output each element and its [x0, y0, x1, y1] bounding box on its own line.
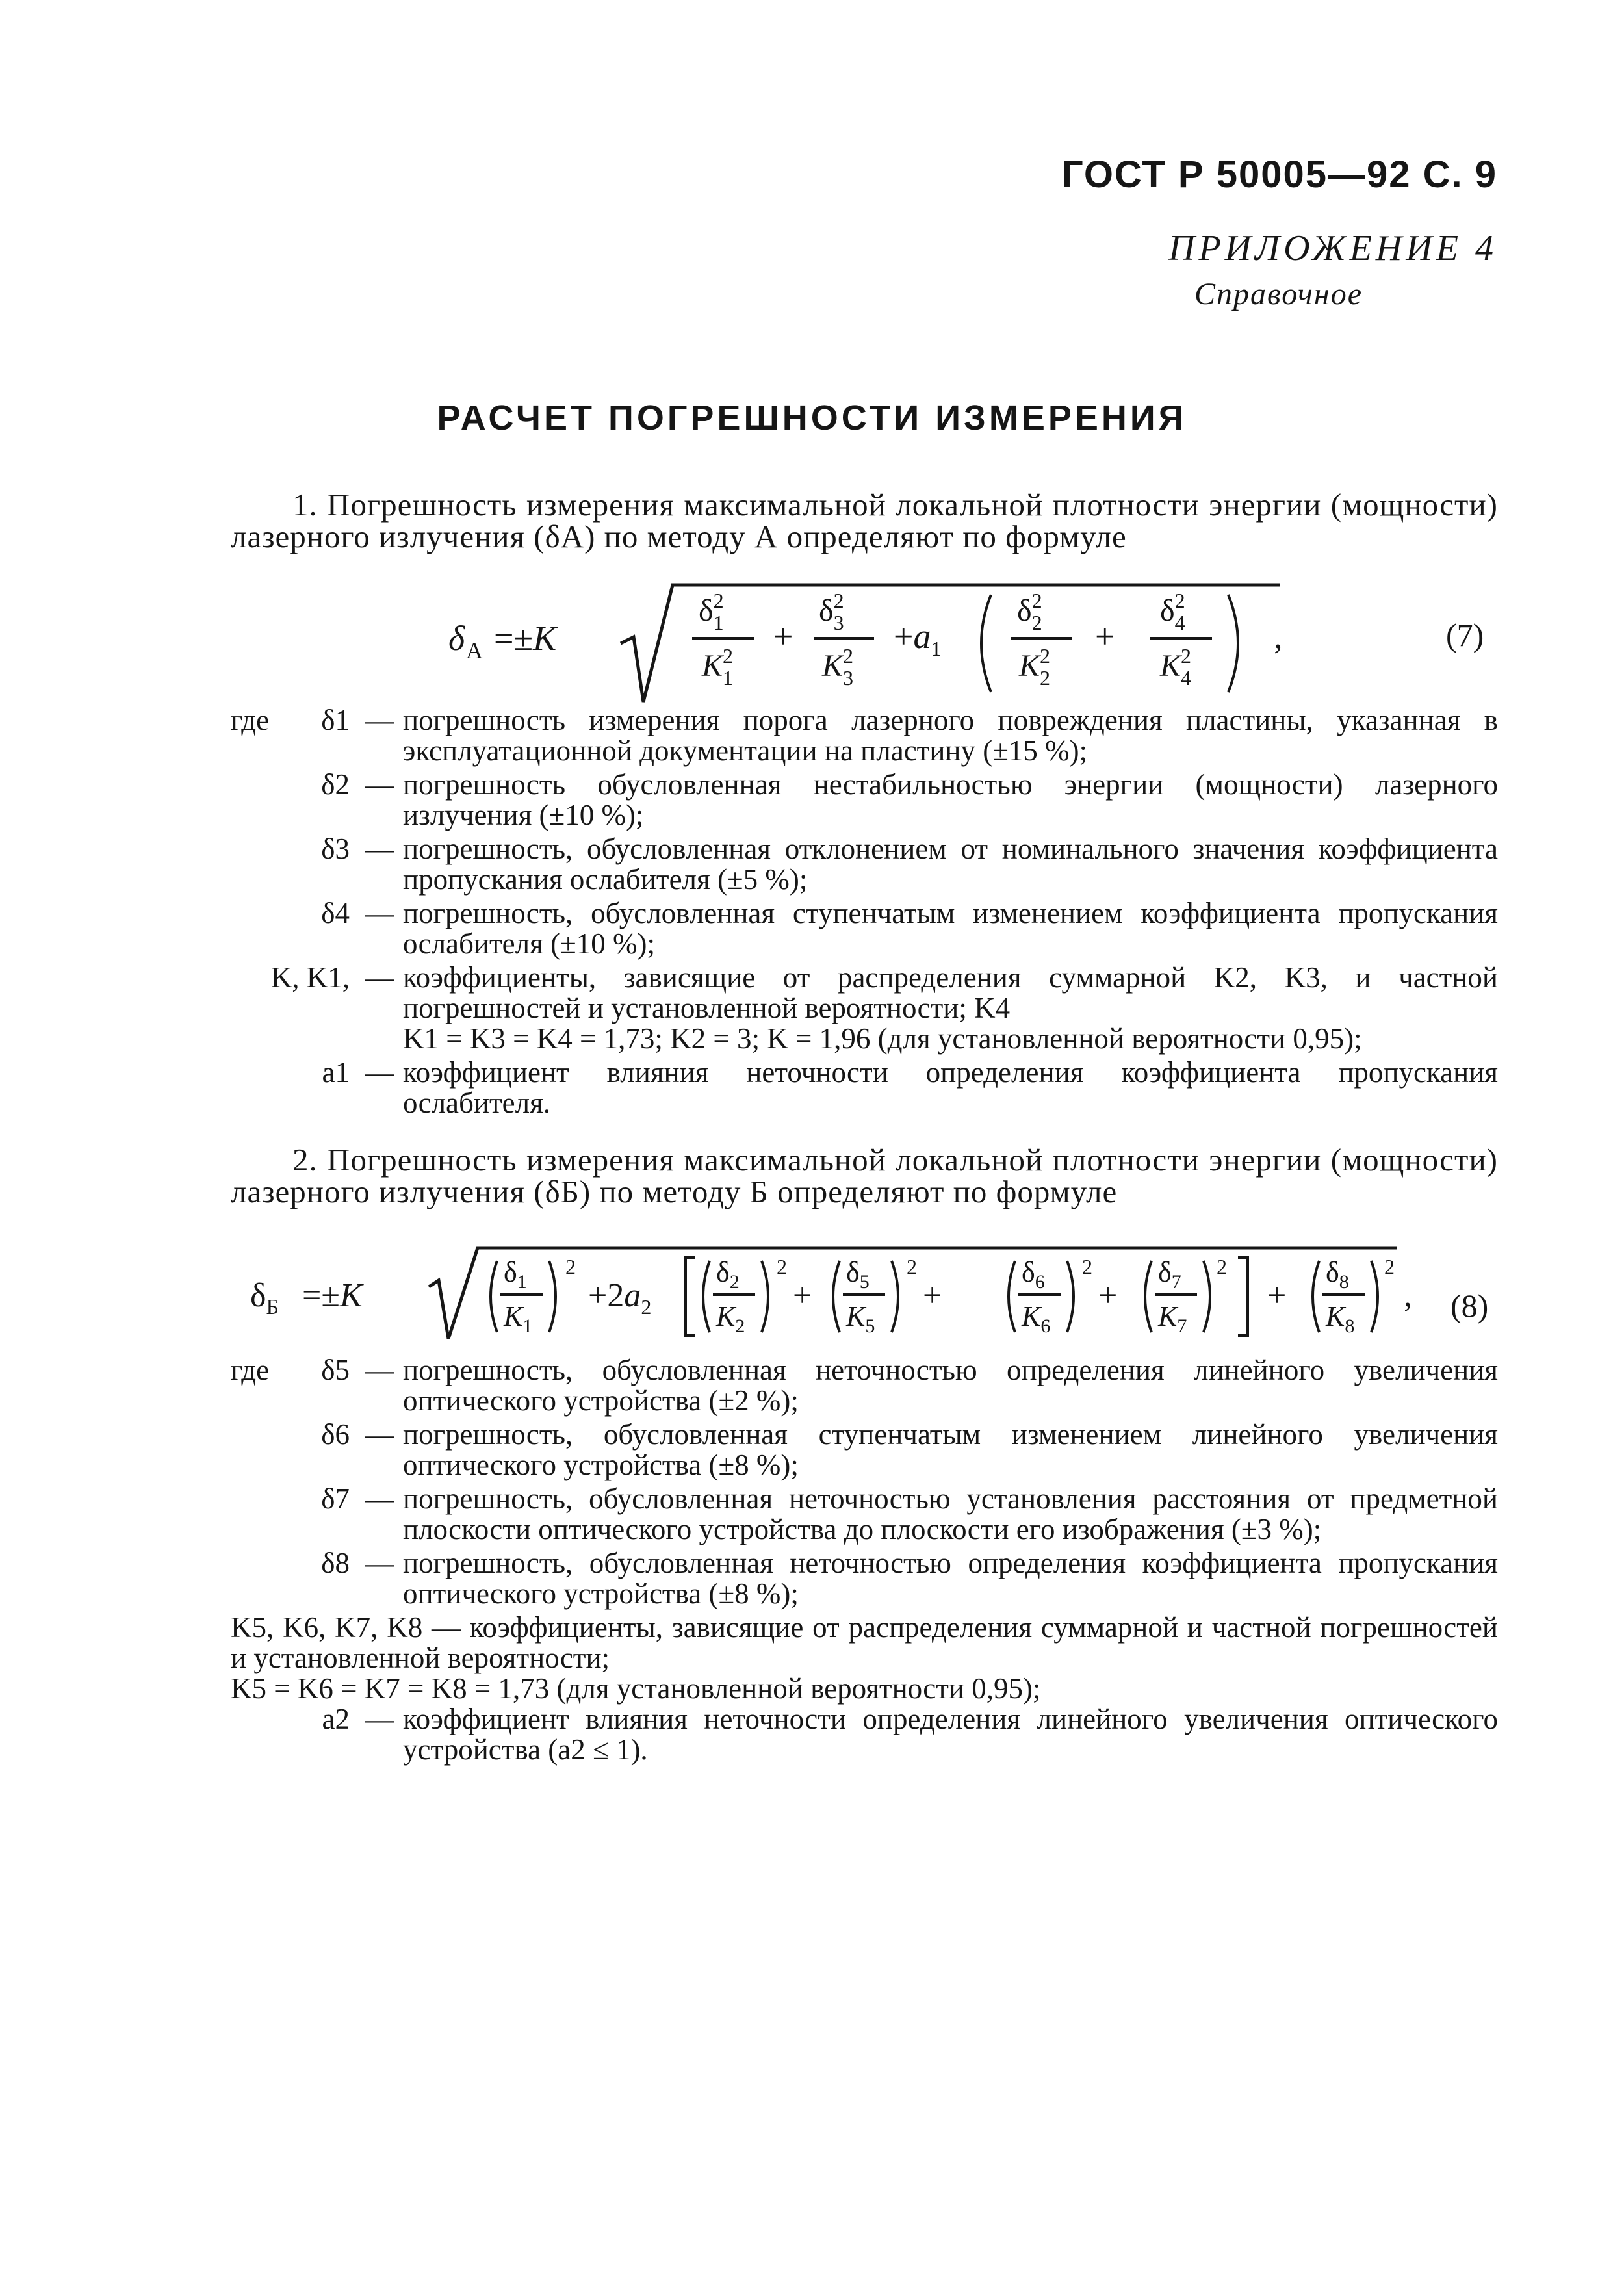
- definition-dash: —: [365, 833, 394, 865]
- svg-text:+: +: [773, 617, 793, 656]
- equation-number-7: (7): [1446, 617, 1484, 653]
- definition-symbol: a2: [322, 1703, 350, 1735]
- definition-text: коэффициент влияния неточности определения линейного увеличения оптического устройства (a2 ≤ 1).: [403, 1703, 1498, 1766]
- definition-item: [231, 769, 1498, 831]
- svg-text:K7: $K_7$: [1158, 1300, 1187, 1337]
- definition-symbol: δ6: [321, 1418, 350, 1451]
- definition-dash: —: [365, 961, 394, 994]
- svg-text:K8: $K_8$: [1326, 1300, 1355, 1337]
- svg-text:δ5: $\delta_5$: [846, 1256, 870, 1293]
- svg-text:2: 2: [1384, 1255, 1395, 1278]
- svg-text:δ32: $\delta_32$: [819, 589, 844, 634]
- definition-text: погрешность обусловленная нестабильностью энергии (мощности) лазерного излучения (±10 %);: [403, 768, 1498, 831]
- definition-item: [231, 834, 1498, 895]
- svg-text:А: А: [466, 638, 483, 664]
- svg-text:δ8: $\delta_8$: [1326, 1256, 1349, 1293]
- definition-item: [231, 898, 1498, 959]
- equation-number-8: (8): [1450, 1287, 1489, 1324]
- definition-item: [231, 1024, 1498, 1054]
- svg-text:+: +: [1267, 1277, 1287, 1314]
- definition-dash: —: [365, 1354, 394, 1386]
- svg-text:+: +: [793, 1277, 812, 1314]
- definition-symbol: δ7: [321, 1482, 350, 1515]
- appendix-note: Справочное: [1194, 277, 1363, 311]
- svg-text:δ: δ: [448, 619, 465, 658]
- definition-symbol: δ2: [321, 768, 350, 801]
- svg-text:2: 2: [907, 1255, 917, 1278]
- definition-symbol: K, K1,: [270, 961, 350, 994]
- svg-text:δБ: $\delta_Б$: [250, 1277, 279, 1319]
- definition-dash: —: [365, 1703, 394, 1735]
- svg-text:2: 2: [777, 1255, 787, 1278]
- definition-item: [231, 1548, 1498, 1609]
- definition-prefix: где: [231, 704, 270, 736]
- svg-text:δ6: $\delta_6$: [1022, 1256, 1045, 1293]
- definition-dash: —: [365, 704, 394, 736]
- definition-text: погрешность измерения порога лазерного повреждения пластины, указанная в эксплуатационной документации на пластину (±15 %);: [403, 704, 1498, 767]
- definition-dash: —: [365, 1547, 394, 1579]
- svg-text:δ7: $\delta_7$: [1158, 1256, 1181, 1293]
- svg-text:K1: $K_1$: [504, 1300, 533, 1337]
- definition-text: погрешность, обусловленная неточностью установления расстояния от предметной плоскости оптического устройства до плоскости его изображения (±3 %);: [403, 1482, 1498, 1545]
- definition-text: погрешность, обусловленная ступенчатым изменением коэффициента пропускания ослабителя (±10 %);: [403, 897, 1498, 960]
- definition-item: [231, 705, 1498, 766]
- definition-item: [231, 1704, 1498, 1765]
- svg-text:=±K: =±K: [302, 1277, 363, 1314]
- svg-text:K42: $K_42$: [1160, 644, 1192, 690]
- svg-text:+a1: $+a_1$: [894, 617, 942, 660]
- svg-text:K6: $K_6$: [1022, 1300, 1051, 1337]
- svg-text:=±K: =±K: [494, 619, 557, 658]
- formula-7-text: [0, 572, 1, 573]
- svg-text:2: 2: [1082, 1255, 1092, 1278]
- definition-symbol: δ5: [321, 1354, 350, 1386]
- formula-8: [0, 1235, 1624, 1365]
- definition-text: K1 = K3 = K4 = 1,73; K2 = 3; K = 1,96 (для установленной вероятности 0,95);: [403, 1022, 1362, 1055]
- definition-dash: —: [365, 768, 394, 801]
- definition-symbol: δ1: [321, 704, 350, 736]
- definition-symbol: δ8: [321, 1547, 350, 1579]
- svg-text:+: +: [1095, 617, 1115, 656]
- definitions-list-2: [231, 1355, 1498, 1768]
- definition-dash: —: [365, 1482, 394, 1515]
- definition-item: [231, 1673, 1498, 1704]
- section1-paragraph: 1. Погрешность измерения максимальной локальной плотности энергии (мощности) лазерного излучения (δА) по методу А определяют по формуле: [231, 487, 1498, 554]
- definition-item: K5, K6, K7, K8 — коэффициенты, зависящие от распределения суммарной и частной погрешностей и установленной вероятности;: [231, 1611, 1498, 1674]
- page-title: РАСЧЕТ ПОГРЕШНОСТИ ИЗМЕРЕНИЯ: [437, 398, 1187, 437]
- definition-symbol: K5, K6, K7, K8: [231, 1611, 423, 1644]
- definition-text: погрешность, обусловленная неточностью определения линейного увеличения оптического устройства (±2 %);: [403, 1354, 1498, 1417]
- svg-text:δ12: $\delta_12$: [699, 589, 724, 634]
- svg-text:+: +: [923, 1277, 942, 1314]
- definition-symbol: δ4: [321, 897, 350, 929]
- definition-dash: —: [365, 897, 394, 929]
- svg-text:,: ,: [1404, 1277, 1412, 1314]
- definition-item: [231, 1484, 1498, 1545]
- svg-text:δ42: $\delta_42$: [1160, 589, 1185, 634]
- definition-text: погрешность, обусловленная отклонением от номинального значения коэффициента пропускания ослабителя (±5 %);: [403, 833, 1498, 896]
- definition-prefix: где: [231, 1354, 270, 1386]
- svg-text:K22: $K_22$: [1019, 644, 1051, 690]
- definition-text: коэффициенты, зависящие от распределения суммарной K2, K3, и частной погрешностей и установленной вероятности; K4: [403, 961, 1498, 1024]
- definition-symbol: a1: [322, 1056, 350, 1089]
- svg-text:δ22: $\delta_22$: [1017, 589, 1042, 634]
- svg-text:K5: $K_5$: [846, 1300, 875, 1337]
- definition-dash: —: [365, 1418, 394, 1451]
- definition-text: коэффициенты, зависящие от распределения суммарной и частной погрешностей и установленной вероятности;: [231, 1611, 1498, 1674]
- svg-text:2: 2: [565, 1255, 576, 1278]
- definition-item: [231, 1419, 1498, 1480]
- page-header: ГОСТ Р 50005—92 С. 9: [1061, 153, 1497, 196]
- svg-text:δ1: $\delta_1$: [504, 1256, 527, 1293]
- definition-text: коэффициент влияния неточности определения коэффициента пропускания ослабителя.: [403, 1056, 1498, 1119]
- definition-item: [231, 963, 1498, 1024]
- svg-text:2: 2: [1217, 1255, 1227, 1278]
- definition-item: [231, 1057, 1498, 1118]
- svg-text:K32: $K_32$: [822, 644, 854, 690]
- svg-text:K12: $K_12$: [702, 644, 734, 690]
- formula-8-svg: [0, 1235, 1624, 1365]
- svg-text:,: ,: [1274, 617, 1283, 656]
- definitions-list-1: [231, 705, 1498, 1122]
- definition-item: [231, 1355, 1498, 1416]
- section2-paragraph: 2. Погрешность измерения максимальной локальной плотности энергии (мощности) лазерного излучения (δБ) по методу Б определяют по формуле: [231, 1142, 1498, 1209]
- svg-text:+: +: [1098, 1277, 1118, 1314]
- svg-text:δ2: $\delta_2$: [716, 1256, 740, 1293]
- appendix-label: ПРИЛОЖЕНИЕ 4: [1168, 228, 1497, 268]
- definition-text: K5 = K6 = K7 = K8 = 1,73 (для установленной вероятности 0,95);: [231, 1672, 1041, 1705]
- definition-text: погрешность, обусловленная ступенчатым изменением линейного увеличения оптического устройства (±8 %);: [403, 1418, 1498, 1481]
- svg-text:+2a2: $+2a_2$: [588, 1277, 652, 1319]
- svg-text:K2: $K_2$: [716, 1300, 745, 1337]
- definition-text: погрешность, обусловленная неточностью определения коэффициента пропускания оптического устройства (±8 %);: [403, 1547, 1498, 1610]
- definition-symbol: δ3: [321, 833, 350, 865]
- definition-dash: —: [365, 1056, 394, 1089]
